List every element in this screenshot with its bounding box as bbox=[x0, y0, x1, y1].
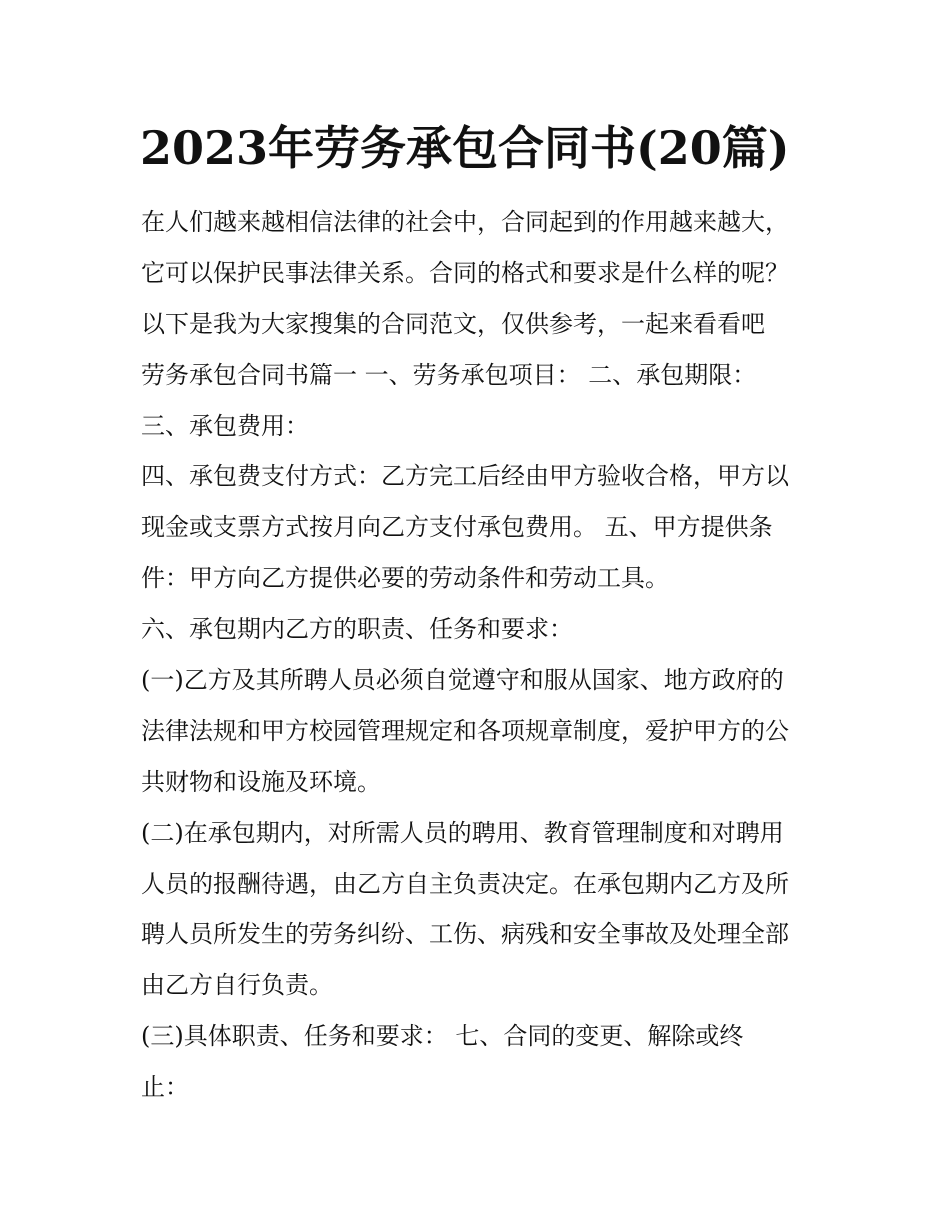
body-line: 止： bbox=[141, 1073, 189, 1102]
body-line: 聘人员所发生的劳务纠纷、工伤、病残和安全事故及处理全部 bbox=[141, 920, 789, 949]
body-line: (三)具体职责、任务和要求： 七、合同的变更、解除或终 bbox=[141, 1022, 744, 1051]
body-line: 现金或支票方式按月向乙方支付承包费用。 五、甲方提供条 bbox=[141, 513, 773, 542]
body-line: 以下是我为大家搜集的合同范文，仅供参考，一起来看看吧 bbox=[141, 309, 765, 338]
body-line: 在人们越来越相信法律的社会中，合同起到的作用越来越大， bbox=[141, 208, 789, 236]
body-line: 由乙方自行负责。 bbox=[141, 971, 333, 1000]
body-line: 法律法规和甲方校园管理规定和各项规章制度，爱护甲方的公 bbox=[141, 716, 789, 745]
body-line: 三、承包费用： bbox=[141, 411, 309, 440]
body-line: (二)在承包期内，对所需人员的聘用、教育管理制度和对聘用 bbox=[141, 818, 784, 847]
body-line: 四、承包费支付方式：乙方完工后经由甲方验收合格，甲方以 bbox=[141, 462, 789, 491]
body-line: 六、承包期内乙方的职责、任务和要求： bbox=[141, 615, 573, 644]
body-line: 共财物和设施及环境。 bbox=[141, 767, 381, 796]
body-line: 它可以保护民事法律关系。合同的格式和要求是什么样的呢？ bbox=[141, 258, 789, 287]
body-line: 件：甲方向乙方提供必要的劳动条件和劳动工具。 bbox=[141, 564, 669, 593]
document-title: 2023年劳务承包合同书(20篇) bbox=[140, 121, 790, 175]
document-body bbox=[141, 197, 821, 1113]
body-line: (一)乙方及其所聘人员必须自觉遵守和服从国家、地方政府的 bbox=[141, 666, 784, 695]
body-line: 人员的报酬待遇，由乙方自主负责决定。在承包期内乙方及所 bbox=[141, 869, 789, 898]
body-line: 劳务承包合同书篇一 一、劳务承包项目： 二、承包期限： bbox=[141, 360, 757, 389]
